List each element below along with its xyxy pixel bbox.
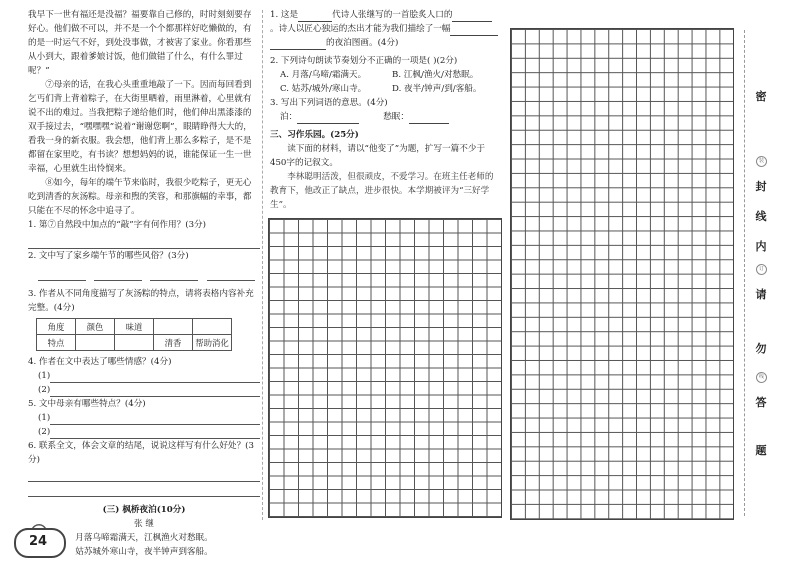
answer-label: 愁眠： <box>383 112 409 122</box>
question-1: 1. 第⑦自然段中加点的“敲”字有何作用？(3分) <box>28 220 206 230</box>
seal-mark-icon: 订 <box>756 264 767 275</box>
answer-row <box>28 383 260 397</box>
question-6: 6. 联系全文，体会文章的结尾，说说这样写有什么好处？(3分) <box>28 441 255 465</box>
question-1 <box>270 8 500 50</box>
question-5: 5. 文中母亲有哪些特点？(4分) <box>28 399 146 409</box>
poem-line: 月落乌啼霜满天，江枫渔火对愁眠。 <box>75 533 213 543</box>
text: 的夜泊图画。(4分) <box>326 38 399 48</box>
answer-row <box>270 110 500 124</box>
table-cell: 味道 <box>115 319 154 335</box>
seal-char: 密 <box>755 90 767 103</box>
column-divider <box>262 10 263 520</box>
feature-table <box>36 318 232 351</box>
table-cell: 帮助消化 <box>193 335 232 351</box>
answer-row <box>28 369 260 383</box>
answer-line[interactable] <box>28 467 260 482</box>
answer-line[interactable] <box>50 413 260 425</box>
table-cell[interactable] <box>154 319 193 335</box>
seal-char: 请 <box>755 288 767 301</box>
answer-blank[interactable] <box>94 270 142 281</box>
question-4: 4. 作者在文中表达了哪些情感？(4分) <box>28 357 172 367</box>
seal-char: 答 <box>755 396 767 409</box>
text: 代诗人张继写的一首脍炙人口的 <box>332 10 453 20</box>
table-cell[interactable] <box>76 335 115 351</box>
question-2: 2. 下列诗句朗读节奏划分不正确的一项是( )(2分) <box>270 56 458 66</box>
writing-material: 李林聪明活泼，但很顽皮，不爱学习。在班主任老师的教育下，他改正了缺点，进步很快。本学期被评为“三好学生”。 <box>270 172 494 210</box>
text: 1. 这是 <box>270 10 299 20</box>
answer-blanks <box>38 267 260 281</box>
answer-blank[interactable] <box>270 39 326 50</box>
table-cell: 清香 <box>154 335 193 351</box>
table-cell[interactable] <box>115 335 154 351</box>
answer-blank[interactable] <box>297 113 359 124</box>
seal-line-sidebar <box>733 28 789 518</box>
option-a[interactable]: A. 月落/乌啼/霜满天。 <box>280 70 367 80</box>
option-c[interactable]: C. 姑苏/城外/寒山寺。 <box>280 84 367 94</box>
answer-label: (1) <box>38 371 51 381</box>
table-cell: 颜色 <box>76 319 115 335</box>
reading-paragraph: ⑦母亲的话，在我心头重重地敲了一下。因而每回看到乞丐们背上背着粽子，在大街里晒着，雨里淋着，心里就有说不出的难过。当我把粽子递给他们时，他们伸出黑漆漆的双手接过去，“嘿嘿嘿”说着“谢谢您啊”，眼睛睁得大大的，看我一身的新衣服。我会想，他们背上那么多粽子，是不是都留在家里吃，有书读？想想妈妈的说，谁能保证一生一世幸福，心里就生出怜悯来。 <box>28 80 252 174</box>
options-row <box>270 68 500 82</box>
answer-row <box>28 425 260 439</box>
answer-blank[interactable] <box>38 270 86 281</box>
writing-prompt: 读下面的材料，请以“他变了”为题，扩写一篇不少于450字的记叙文。 <box>270 144 486 168</box>
answer-label: 泊： <box>280 112 298 122</box>
page-number: 24 <box>28 534 48 549</box>
poem-title: (三) 枫桥夜泊(10分) <box>102 505 186 515</box>
writing-grid-right[interactable] <box>510 28 734 520</box>
answer-blank[interactable] <box>450 25 498 36</box>
answer-blank[interactable] <box>452 11 492 22</box>
left-column <box>28 8 260 559</box>
seal-mark-icon: 线 <box>756 372 767 383</box>
answer-label: (1) <box>38 413 51 423</box>
answer-blank[interactable] <box>150 270 198 281</box>
question-3: 3. 作者从不同角度描写了灰汤粽的特点，请将表格内容补充完整。(4分) <box>28 289 254 313</box>
answer-blank[interactable] <box>409 113 449 124</box>
page-number-badge <box>14 520 64 562</box>
answer-line[interactable] <box>50 427 260 439</box>
seal-char: 题 <box>755 444 767 457</box>
table-cell[interactable] <box>193 319 232 335</box>
answer-label: (2) <box>38 385 51 395</box>
option-b[interactable]: B. 江枫/渔火/对愁眠。 <box>392 70 479 80</box>
section-title: 三、习作乐园。(25分) <box>270 130 359 140</box>
answer-blank[interactable] <box>207 270 255 281</box>
answer-blank[interactable] <box>298 11 332 22</box>
writing-grid[interactable] <box>268 218 502 518</box>
answer-row <box>28 411 260 425</box>
seal-char: 线 <box>755 210 767 223</box>
poem-line: 姑苏城外寒山寺，夜半钟声到客船。 <box>75 547 213 557</box>
answer-label: (2) <box>38 427 51 437</box>
answer-line[interactable] <box>50 385 260 397</box>
table-cell: 特点 <box>37 335 76 351</box>
seal-mark-icon: 装 <box>756 156 767 167</box>
reading-paragraph: 我早下一世有福还是没福？福要靠自己修的，时时刻刻要存好心。他们做不可以，并不是一个个都那样好吃懒做的，有的是一时运气不好，到处没事做，才被害了家业。你看那些从小到大，跟着爹娘讨饭，他们做错了什么，有什么罪过呢？” <box>28 10 252 76</box>
seal-char: 内 <box>755 240 767 253</box>
seal-char: 封 <box>755 180 767 193</box>
text: 。诗人以匠心独运的杰出才能为我们描绘了一幅 <box>270 24 451 34</box>
answer-line[interactable] <box>28 482 260 497</box>
middle-column <box>270 8 500 212</box>
seal-char: 勿 <box>755 342 767 355</box>
question-3: 3. 写出下列词语的意思。(4分) <box>270 98 388 108</box>
table-cell: 角度 <box>37 319 76 335</box>
options-row <box>270 82 500 96</box>
question-2: 2. 文中写了家乡端午节的哪些风俗？(3分) <box>28 251 189 261</box>
option-d[interactable]: D. 夜半/钟声/到/客船。 <box>392 84 482 94</box>
poem-author: 张 继 <box>134 519 154 529</box>
answer-line[interactable] <box>28 232 260 249</box>
answer-line[interactable] <box>50 371 260 383</box>
reading-paragraph: ⑧如今，每年的端午节来临时，我很少吃粽子，更无心吃到清香的灰汤粽。母亲和煦的笑容，和那旗幅的幸事，都只能在不尽的怀念中追寻了。 <box>28 178 252 216</box>
